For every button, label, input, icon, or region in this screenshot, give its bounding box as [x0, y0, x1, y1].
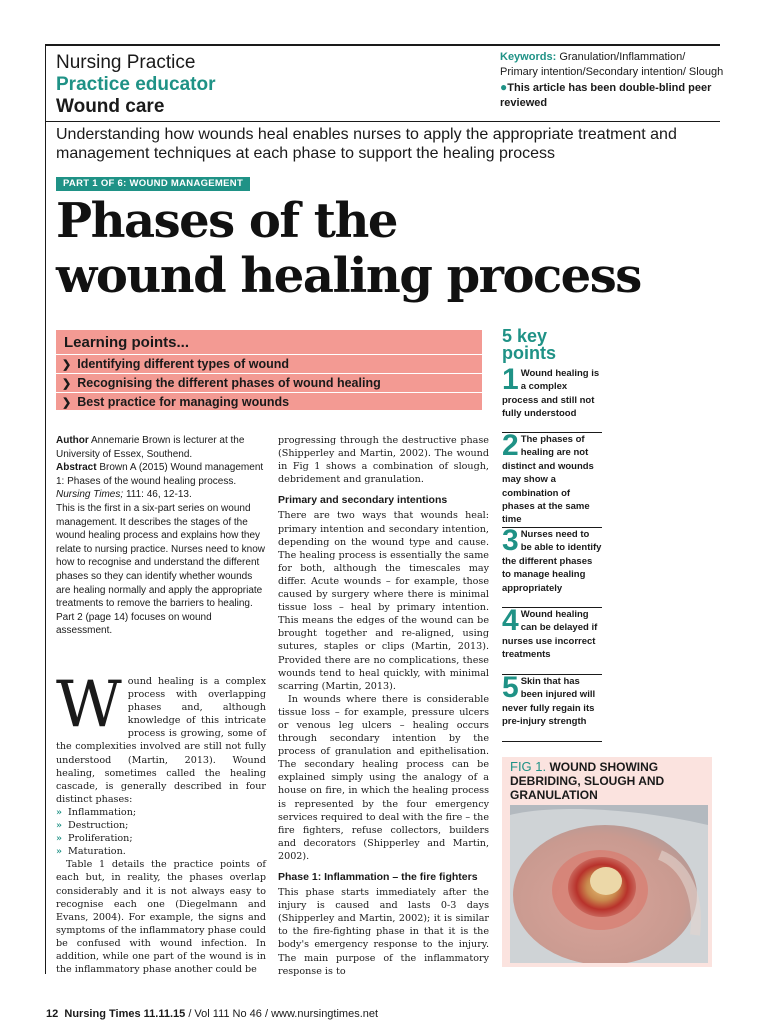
- learning-point-item: [56, 392, 482, 411]
- wound-photo: [510, 805, 708, 963]
- drop-cap: W: [56, 668, 122, 742]
- body-paragraph: Table 1 details the practice points of each but, in reality, the phases overlap considerably and it is not always easy to recognise each one (Diegelmann and Evans, 2004). For example, the signs and symptoms of the inflammatory phase could be confused with wound infection. In addition, while one part of the wound is in the inflammatory phase another could be: [56, 859, 266, 976]
- body-paragraph: There are two ways that wounds heal: primary intention and secondary intention, depending on the wound type and cause. The healing process is essentially the same for both, although the timescales may differ. Acute wounds – for example, those caused by surgery where there is minimal tissue loss – heal by primary intention. This means the edges of the wound can be brought together and re-aligned, using sutures, staples or clips (Martin, 2013). Provided there are no complications, these wounds tend to heal quickly, with minimal scarring (Martin, 2013).: [278, 510, 489, 692]
- author-info: [56, 434, 266, 638]
- key-point-item: [502, 363, 602, 433]
- learning-points-title: Learning points...: [64, 334, 190, 351]
- learning-point-item: [56, 373, 482, 392]
- body-paragraph: This phase starts immediately after the injury is caused and lasts 0-3 days (Shipperley and Martin, 2002); it is similar to the fire-fighting phase in that it is the body's emergency response to the injury. The main purpose of the inflammatory response is to: [278, 887, 489, 977]
- list-item: » Proliferation;: [56, 832, 266, 845]
- author-label: Author: [56, 435, 89, 446]
- figure-box: [502, 757, 712, 967]
- title-line-1: Phases of the: [56, 193, 397, 249]
- chevron-right-icon: ❯: [62, 359, 72, 371]
- key-point-number: 3: [502, 524, 519, 557]
- body-column-2: [278, 434, 489, 978]
- key-points-title: [502, 328, 556, 362]
- body-column-1: [56, 668, 266, 976]
- subheading: Primary and secondary intentions: [278, 494, 448, 507]
- key-point-number: 5: [502, 671, 519, 704]
- figure-caption-text: WOUND SHOWING DEBRIDING, SLOUGH AND GRANULATION: [510, 760, 665, 802]
- topic-label: Wound care: [56, 96, 165, 117]
- key-point-item: [502, 671, 602, 742]
- learning-point-item: [56, 354, 482, 373]
- chevron-right-icon: ❯: [62, 397, 72, 409]
- header-rule: [45, 121, 720, 122]
- bullet-dot-icon: ●: [500, 80, 508, 94]
- key-point-text: Wound healing is a complex process and still not fully understood: [502, 368, 600, 420]
- footer-rest: / Vol 111 No 46 / www.nursingtimes.net: [188, 1008, 379, 1020]
- list-item: » Inflammation;: [56, 806, 266, 819]
- key-point-number: 2: [502, 429, 519, 462]
- left-rule: [45, 44, 46, 974]
- peer-review-note: This article has been double-blind peer reviewed: [500, 82, 712, 109]
- key-point-number: 1: [502, 363, 519, 396]
- list-item: » Maturation.: [56, 845, 266, 858]
- keywords-text: Granulation/Inflammation/ Primary intention/Secondary intention/ Slough: [500, 51, 724, 78]
- abstract-text: Brown A (2015) Wound management 1: Phases of the wound healing process.: [56, 462, 264, 487]
- subheading: Phase 1: Inflammation – the fire fighters: [278, 871, 478, 883]
- key-point-text: Wound healing can be delayed if nurses use incorrect treatments: [502, 609, 598, 661]
- article-title: [56, 194, 716, 304]
- figure-caption: [510, 760, 710, 802]
- body-paragraph: ound healing is a complex process with overlapping phases and, although knowledge of this intricate process is growing, some of the complexities involved are still not fully understood (Martin, 2013). Wound healing, sometimes called the healing cascade, is generally described in four distinct phases:: [56, 676, 266, 805]
- key-point-text: The phases of healing are not distinct and wounds may show a combination of phases at the same time: [502, 434, 594, 526]
- learning-point-text: Recognising the different phases of wound healing: [77, 376, 381, 390]
- key-point-number: 4: [502, 604, 519, 637]
- footer: [46, 1008, 378, 1020]
- learning-points-box: [56, 330, 482, 410]
- learning-point-text: Identifying different types of wound: [77, 357, 290, 371]
- keywords-box: [500, 50, 725, 111]
- key-point-item: [502, 524, 602, 608]
- author-text: Annemarie Brown is lecturer at the University of Essex, Southend.: [56, 435, 245, 460]
- chevron-right-icon: ❯: [62, 378, 72, 390]
- key-point-text: Skin that has been injured will never fully regain its pre-injury strength: [502, 676, 596, 728]
- list-item: » Destruction;: [56, 819, 266, 832]
- top-rule: [45, 44, 720, 46]
- key-points-title-line: 5 key: [502, 326, 548, 346]
- part-label: PART 1 OF 6: WOUND MANAGEMENT: [56, 177, 250, 191]
- page-number: 12: [46, 1008, 59, 1020]
- journal-name: Nursing Times;: [56, 489, 124, 501]
- standfirst: Understanding how wounds heal enables nurses to apply the appropriate treatment and management techniques at each phase to support the healing process: [56, 126, 677, 162]
- figure-number: FIG 1.: [510, 759, 547, 774]
- learning-point-text: Best practice for managing wounds: [77, 395, 290, 409]
- title-line-2: wound healing process: [56, 248, 641, 304]
- body-paragraph: progressing through the destructive phase (Shipperley and Martin, 2002). The wound in Fig 1 shows a combination of slough, debridement and granulation.: [278, 435, 489, 486]
- article-description: This is the first in a six-part series on wound management. It describes the stages of the wound healing process and explains how they relate to nursing practice. Nurses need to know how to recognise and understand the different phases so they can identify whether wounds are healing normally and apply the appropriate treatments to remove the barriers to healing. Part 2 (page 14) focuses on wound assessment.: [56, 502, 265, 637]
- section-label: Nursing Practice: [56, 52, 196, 73]
- subsection-label: Practice educator: [56, 74, 216, 95]
- key-point-text: Nurses need to be able to identify the different phases to manage healing appropriately: [502, 529, 602, 594]
- key-point-item: [502, 429, 602, 528]
- body-paragraph: In wounds where there is considerable tissue loss – for example, pressure ulcers or venous leg ulcers – healing occurs through secondary intention by the process of granulation and epithelisation. The secondary healing process can be explained simply using the analogy of a house on fire, in which the healing process is represented by the four emergency services required to deal with the fire – the fire fighters, refuse collectors, builders and decorators (Shipperley and Martin, 2002).: [278, 693, 489, 862]
- abstract-label: Abstract: [56, 462, 97, 474]
- phase-list: [56, 806, 266, 858]
- key-points-title-line: points: [502, 343, 556, 363]
- footer-journal: Nursing Times 11.11.15: [64, 1008, 186, 1020]
- key-point-item: [502, 604, 602, 675]
- citation: 111: 46, 12-13.: [125, 489, 192, 501]
- keywords-label: Keywords:: [500, 51, 557, 63]
